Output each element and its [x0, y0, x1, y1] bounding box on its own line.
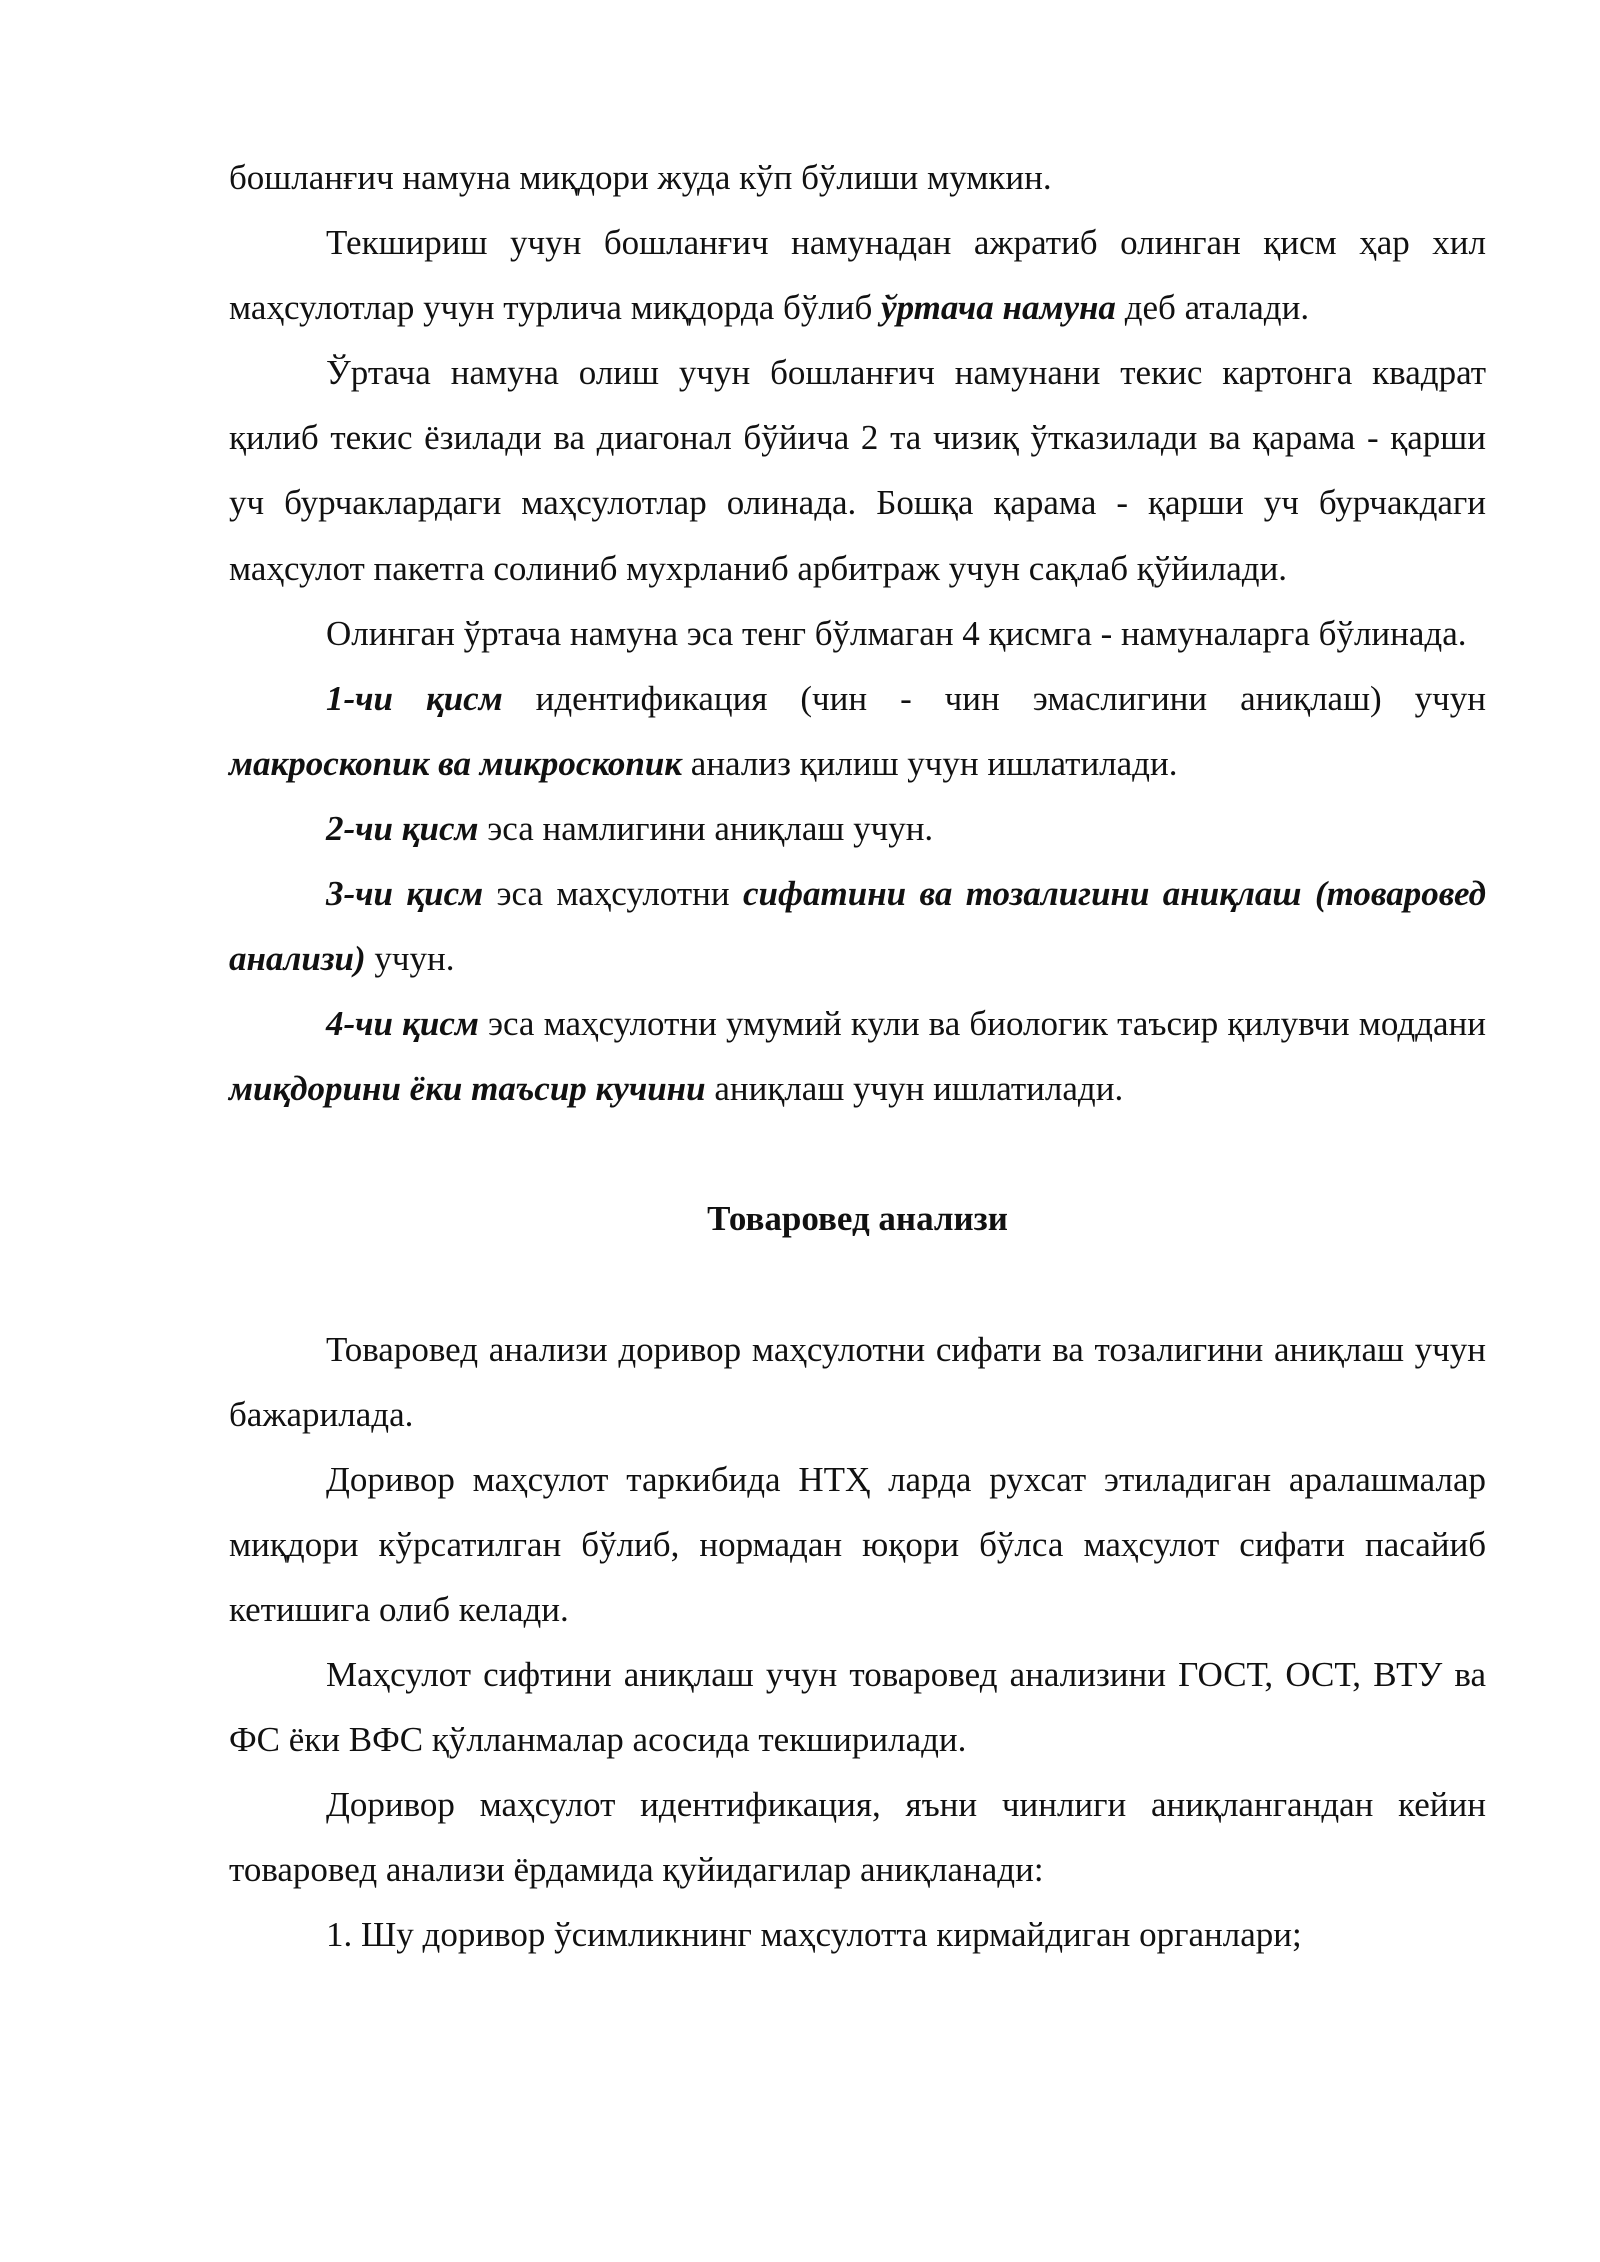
paragraph-text: анализ қилиш учун ишлатилади. — [682, 743, 1178, 783]
paragraph-text: идентификация (чин - чин эмаслигини аниқлаш) учун — [502, 678, 1486, 718]
emphasis-term: 2-чи қисм — [326, 808, 479, 848]
paragraph — [229, 210, 1486, 340]
paragraph-text: эса маҳсулотни умумий кули ва биологик таъсир қилувчи моддани — [478, 1004, 1486, 1044]
paragraph-text: эса маҳсулотни — [483, 874, 743, 914]
paragraph — [229, 145, 1486, 210]
paragraph — [229, 991, 1486, 1121]
paragraph — [229, 1772, 1486, 1902]
paragraph — [229, 1317, 1486, 1447]
paragraph-text: Маҳсулот сифтини аниқлаш учун товаровед анализини ГОСТ, ОСТ, ВТУ ва ФС ёки ВФС қўлланмалар асосида текширилади. — [229, 1654, 1486, 1760]
paragraph-text: аниқлаш учун ишлатилади. — [705, 1069, 1124, 1109]
paragraph — [229, 601, 1486, 666]
emphasis-term: 4-чи қисм — [326, 1004, 479, 1044]
paragraph-text: Ўртача намуна олиш учун бошланғич намунани текис картонга квадрат қилиб текис ёзилади ва диагонал бўйича 2 та чизиқ ўтказилади ва қарама - қарши уч бурчаклардаги маҳсулотлар олинада. Бошқа қарама - қарши уч бурчакдаги маҳсулот пакетга солиниб мухрланиб арбитраж учун сақлаб қўйилади. — [229, 353, 1486, 588]
paragraph-text: эса намлигини аниқлаш учун. — [478, 808, 934, 848]
paragraph-text: учун. — [365, 939, 455, 979]
emphasis-term: сифатини ва тозалигини аниқлаш (товаровед анализи) — [229, 874, 1486, 979]
paragraph-text: Товаровед анализи доривор маҳсулотни сифати ва тозалигини аниқлаш учун бажарилада. — [229, 1329, 1486, 1434]
paragraph-text: деб аталади. — [1115, 288, 1310, 328]
paragraph-text: Доривор маҳсулот идентификация, яъни чинлиги аниқлангандан кейин товаровед анализи ёрдамида қуйидагилар аниқланади: — [229, 1785, 1486, 1890]
emphasis-term: макроскопик ва микроскопик — [229, 743, 683, 783]
paragraph — [229, 340, 1486, 600]
paragraph — [229, 796, 1486, 861]
paragraph — [229, 1447, 1486, 1642]
emphasis-term: 3-чи қисм — [326, 874, 484, 914]
paragraph — [229, 861, 1486, 991]
emphasis-term: 1-чи қисм — [326, 678, 503, 718]
list-item — [229, 1902, 1486, 1967]
paragraph-text: Текшириш учун бошланғич намунадан ажратиб олинган қисм ҳар хил маҳсулотлар учун турлича миқдорда бўлиб — [229, 223, 1486, 328]
list-item-text: 1. Шу доривор ўсимликнинг маҳсулотта кирмайдиган органлари; — [326, 1915, 1302, 1955]
emphasis-term: ўртача намуна — [881, 288, 1116, 328]
paragraph-text: бошланғич намуна миқдори жуда кўп бўлиши мумкин. — [229, 158, 1052, 197]
document-body — [229, 145, 1486, 1967]
paragraph — [229, 1642, 1486, 1772]
paragraph — [229, 666, 1486, 796]
paragraph-text: Доривор маҳсулот таркибида НТҲ ларда рухсат этиладиган аралашмалар миқдори кўрсатилган бўлиб, нормадан юқори бўлса маҳсулот сифати пасайиб кетишига олиб келади. — [229, 1459, 1486, 1629]
emphasis-term: миқдорини ёки таъсир кучини — [229, 1069, 706, 1109]
paragraph-text: Олинган ўртача намуна эса тенг бўлмаган 4 қисмга - намуналарга бўлинада. — [326, 613, 1467, 653]
section-heading: Товаровед анализи — [707, 1199, 1008, 1239]
